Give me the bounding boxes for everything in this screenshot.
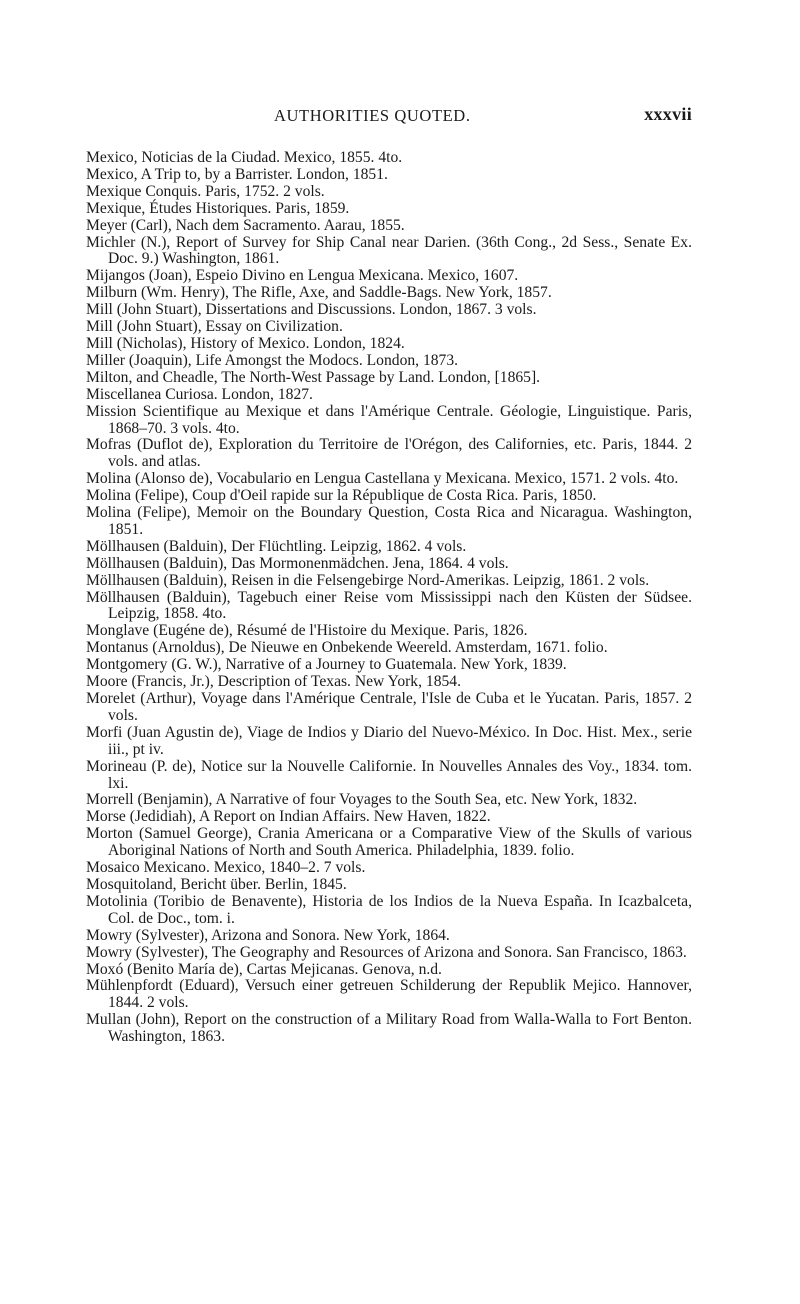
bibliography-entry: Morrell (Benjamin), A Narrative of four Voyages to the South Sea, etc. New York, 1832. (86, 791, 638, 809)
bibliography-entry: Mexico, Noticias de la Ciudad. Mexico, 1855. 4to. (86, 149, 403, 166)
bibliography-entry: Mullan (John), Report on the construction of a Military Road from Walla-Walla to Fort Benton. Washington, 1863. (86, 1011, 692, 1046)
bibliography-entry: Mill (John Stuart), Essay on Civilization. (86, 318, 343, 336)
page-number: xxxvii (644, 104, 692, 124)
bibliography-entry: Morse (Jedidiah), A Report on Indian Affairs. New Haven, 1822. (86, 808, 491, 826)
bibliography-entry: Mission Scientifique au Mexique et dans l'Amérique Centrale. Géologie, Linguistique. Paris, 1868–70. 3 vols. 4to. (86, 402, 692, 437)
bibliography-entry: Morton (Samuel George), Crania Americana or a Comparative View of the Skulls of various Aboriginal Nations of North and South America. Philadelphia, 1839. folio. (86, 825, 692, 860)
bibliography-entry: Mill (John Stuart), Dissertations and Discussions. London, 1867. 3 vols. (86, 301, 537, 319)
bibliography-entry: Möllhausen (Balduin), Das Mormonenmädchen. Jena, 1864. 4 vols. (86, 554, 509, 572)
bibliography-entry: Montanus (Arnoldus), De Nieuwe en Onbekende Weereld. Amsterdam, 1671. folio. (86, 639, 608, 657)
bibliography-entry: Mosquitoland, Bericht über. Berlin, 1845. (86, 875, 347, 893)
bibliography-entry: Morineau (P. de), Notice sur la Nouvelle Californie. In Nouvelles Annales des Voy., 1834. tom. lxi. (86, 757, 692, 792)
bibliography-entry: Molina (Felipe), Coup d'Oeil rapide sur la République de Costa Rica. Paris, 1850. (86, 487, 597, 505)
bibliography-entry: Meyer (Carl), Nach dem Sacramento. Aarau, 1855. (86, 216, 405, 234)
bibliography-entry: Mühlenpfordt (Eduard), Versuch einer getreuen Schilderung der Republik Mejico. Hannover, 1844. 2 vols. (86, 977, 692, 1012)
bibliography-entry: Morfi (Juan Agustin de), Viage de Indios y Diario del Nuevo-México. In Doc. Hist. Mex., serie iii., pt iv. (86, 723, 692, 758)
bibliography-entry: Mowry (Sylvester), Arizona and Sonora. New York, 1864. (86, 926, 450, 944)
bibliography-entry: Molina (Alonso de), Vocabulario en Lengua Castellana y Mexicana. Mexico, 1571. 2 vols. 4to. (86, 470, 679, 488)
bibliography-entry: Möllhausen (Balduin), Tagebuch einer Reise vom Mississippi nach den Küsten der Südsee. Leipzig, 1858. 4to. (86, 588, 692, 623)
bibliography-entry: Mill (Nicholas), History of Mexico. London, 1824. (86, 334, 405, 352)
bibliography-entry: Mowry (Sylvester), The Geography and Resources of Arizona and Sonora. San Francisco, 1863. (86, 943, 687, 961)
bibliography-entry: Molina (Felipe), Memoir on the Boundary Question, Costa Rica and Nicaragua. Washington, 1851. (86, 504, 692, 538)
bibliography-entry: Mexique, Études Historiques. Paris, 1859. (86, 199, 350, 217)
running-title: AUTHORITIES QUOTED. (274, 106, 471, 125)
bibliography-entry: Mexique Conquis. Paris, 1752. 2 vols. (86, 182, 325, 200)
bibliography-entry: Möllhausen (Balduin), Der Flüchtling. Leipzig, 1862. 4 vols. (86, 537, 467, 555)
bibliography-entry: Milton, and Cheadle, The North-West Passage by Land. London, [1865]. (86, 368, 541, 386)
bibliography-list (86, 150, 692, 1046)
bibliography-entry: Moore (Francis, Jr.), Description of Texas. New York, 1854. (86, 673, 461, 691)
bibliography-entry: Miller (Joaquin), Life Amongst the Modocs. London, 1873. (86, 351, 459, 369)
bibliography-entry: Montgomery (G. W.), Narrative of a Journey to Guatemala. New York, 1839. (86, 656, 567, 674)
bibliography-entry: Möllhausen (Balduin), Reisen in die Felsengebirge Nord-Amerikas. Leipzig, 1861. 2 vols. (86, 571, 650, 589)
bibliography-entry: Monglave (Eugéne de), Résumé de l'Histoire du Mexique. Paris, 1826. (86, 622, 528, 640)
bibliography-entry: Mijangos (Joan), Espeio Divino en Lengua Mexicana. Mexico, 1607. (86, 267, 519, 285)
bibliography-entry: Mosaico Mexicano. Mexico, 1840–2. 7 vols. (86, 859, 366, 877)
bibliography-entry: Michler (N.), Report of Survey for Ship Canal near Darien. (36th Cong., 2d Sess., Senate Ex. Doc. 9.) Washington, 1861. (86, 233, 692, 268)
bibliography-entry: Milburn (Wm. Henry), The Rifle, Axe, and Saddle-Bags. New York, 1857. (86, 284, 552, 302)
bibliography-entry: Miscellanea Curiosa. London, 1827. (86, 385, 313, 403)
page-header (86, 104, 692, 132)
bibliography-entry: Moxó (Benito María de), Cartas Mejicanas. Genova, n.d. (86, 960, 442, 978)
bibliography-entry: Motolinia (Toribio de Benavente), Historia de los Indios de la Nueva España. In Icazbalceta, Col. de Doc., tom. i. (86, 892, 692, 927)
bibliography-entry: Morelet (Arthur), Voyage dans l'Amérique Centrale, l'Isle de Cuba et le Yucatan. Paris, 1857. 2 vols. (86, 690, 692, 724)
bibliography-entry: Mexico, A Trip to, by a Barrister. London, 1851. (86, 165, 388, 183)
bibliography-entry: Mofras (Duflot de), Exploration du Territoire de l'Orégon, des Californies, etc. Paris, 1844. 2 vols. and atlas. (86, 436, 692, 471)
